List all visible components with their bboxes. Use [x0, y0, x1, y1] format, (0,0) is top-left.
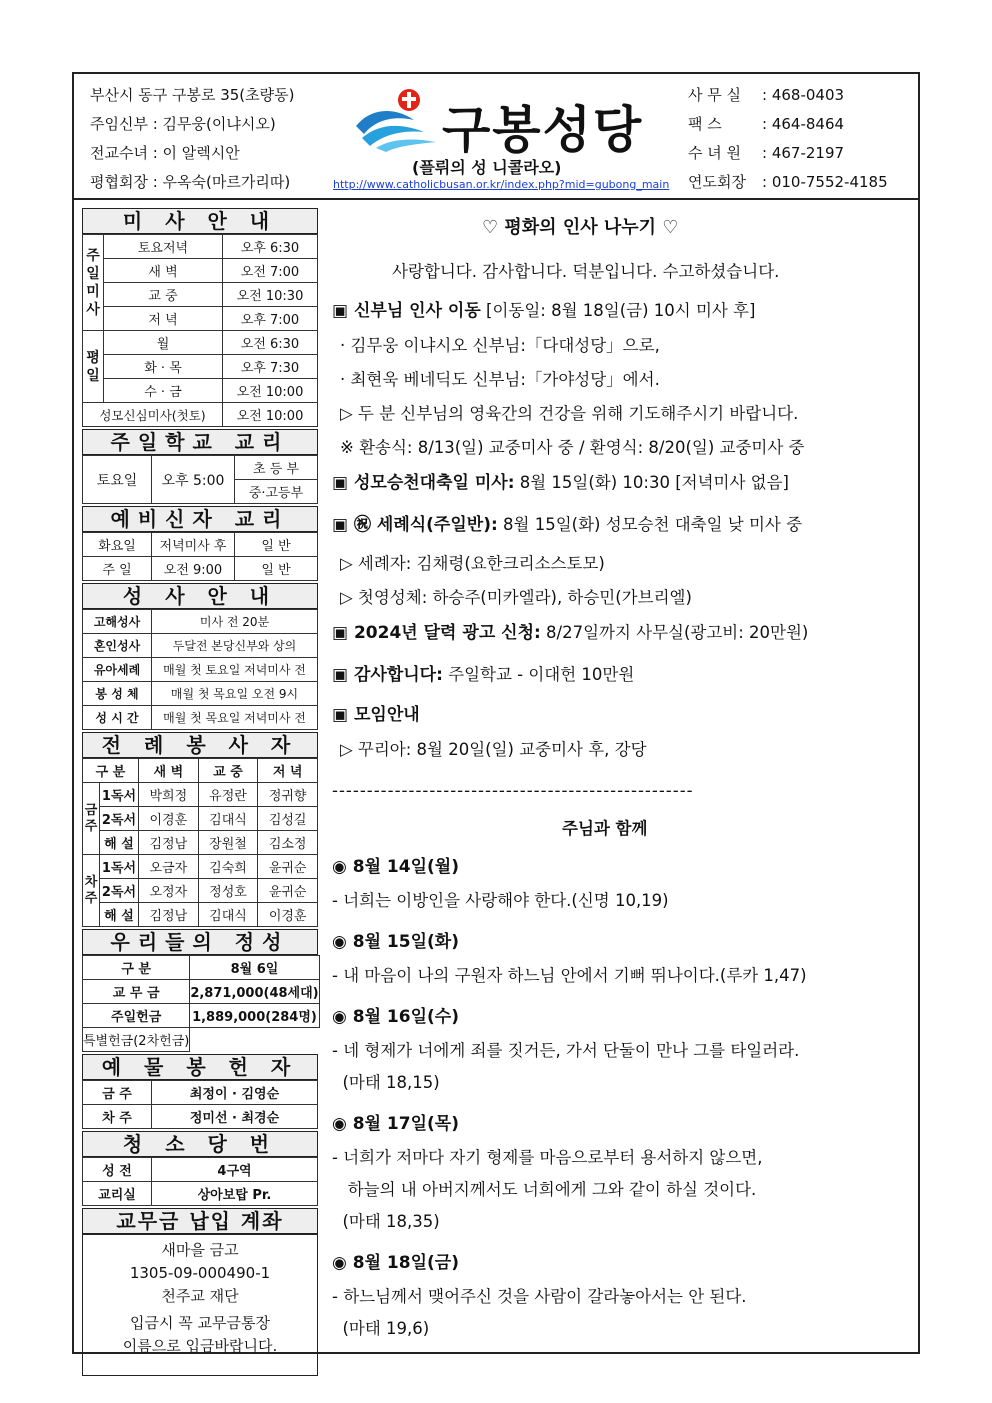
sacrament-time: 미사 전 20분 — [152, 610, 318, 634]
cleaning-table — [82, 1157, 318, 1206]
table-row — [83, 283, 318, 307]
cleaning-title: 청 소 당 번 — [82, 1131, 318, 1157]
parish-subtitle: (플뤼의 성 니콜라오) — [412, 158, 562, 177]
offering-value: 1,889,000(284명) — [190, 1004, 319, 1028]
offering-table — [82, 955, 320, 1052]
news-line: ▷ 두 분 신부님의 영육간의 건강을 위해 기도해주시기 바랍니다. — [340, 404, 799, 423]
news-detail: 8월 15일(화) 10:30 [저녁미사 없음] — [514, 473, 789, 492]
cleaning-place: 성 전 — [83, 1158, 152, 1182]
servers-table — [82, 758, 318, 927]
server-name: 오정자 — [139, 879, 199, 903]
table-row — [83, 831, 318, 855]
sunday-school-day: 토요일 — [83, 456, 152, 504]
news-head: ▣ 감사합니다: — [332, 665, 443, 685]
server-name: 김숙희 — [198, 855, 258, 879]
contact-label: 수 녀 원 — [688, 144, 742, 162]
sacrament-name: 고해성사 — [83, 610, 152, 634]
table-row — [83, 706, 318, 730]
news-line: · 최현욱 베네딕도 신부님:「가야성당」에서. — [340, 370, 660, 389]
contact-row — [688, 171, 888, 192]
news-item — [332, 510, 802, 535]
mass-time: 오후 7:00 — [223, 307, 318, 331]
gift-week: 차 주 — [83, 1105, 152, 1129]
server-name: 오금자 — [139, 855, 199, 879]
cat-time: 저녁미사 후 — [152, 533, 235, 557]
servers-header: 저 녁 — [258, 759, 318, 783]
mass-name: 새 벽 — [104, 259, 223, 283]
cleaning-team: 4구역 — [152, 1158, 318, 1182]
table-row — [83, 1081, 318, 1105]
address: 부산시 동구 구봉로 35(초량동) — [90, 86, 295, 104]
contact-row — [688, 113, 844, 134]
account-line: 입금시 꼭 교무금통장 — [130, 1314, 270, 1332]
server-name: 김대식 — [198, 903, 258, 927]
servers-role: 1독서 — [100, 855, 139, 879]
table-row — [83, 259, 318, 283]
day-heading: ◉ 8월 18일(금) — [332, 1253, 459, 1273]
gift-names: 정미선 · 최경순 — [152, 1105, 318, 1129]
mass-table — [82, 234, 318, 427]
offering-label: 구 분 — [83, 956, 190, 980]
news-item — [332, 296, 755, 321]
table-row — [83, 879, 318, 903]
table-row — [83, 533, 318, 557]
contact-label: 팩 스 — [688, 115, 722, 133]
mass-time: 오전 10:00 — [223, 379, 318, 403]
table-row — [83, 1182, 318, 1206]
catechumen-table — [82, 532, 318, 581]
first-saturday-label: 성모신심미사(첫토) — [83, 403, 223, 427]
peace-line: 사랑합니다. 감사합니다. 덕분입니다. 수고하셨습니다. — [392, 262, 780, 281]
servers-header: 구 분 — [83, 759, 139, 783]
table-row — [83, 980, 320, 1004]
mass-title: 미 사 안 내 — [82, 208, 318, 234]
sacrament-table — [82, 609, 318, 730]
mass-time: 오전 7:00 — [223, 259, 318, 283]
table-row — [83, 1028, 320, 1052]
gift-week: 금 주 — [83, 1081, 152, 1105]
table-row — [83, 557, 318, 581]
news-item — [332, 660, 634, 685]
news-detail: 8월 15일(화) 성모승천 대축일 낮 미사 중 — [497, 515, 803, 534]
mass-name: 월 — [104, 331, 223, 355]
peace-title: ♡ 평화의 인사 나누기 ♡ — [482, 217, 679, 238]
offering-title: 우리들의 정성 — [82, 929, 318, 955]
server-name: 김정남 — [139, 831, 199, 855]
cleaning-place: 교리실 — [83, 1182, 152, 1206]
contact-value: : 010-7552-4185 — [762, 173, 888, 191]
cat-group: 일 반 — [235, 557, 318, 581]
table-row — [83, 379, 318, 403]
news-head: ▣ 2024년 달력 광고 신청: — [332, 623, 541, 643]
servers-role: 해 설 — [100, 831, 139, 855]
mass-time: 오후 7:30 — [223, 355, 318, 379]
contact-label: 사 무 실 — [688, 86, 742, 104]
offering-value: 8월 6일 — [190, 956, 319, 980]
account-line: 천주교 재단 — [161, 1287, 239, 1305]
day-heading: ◉ 8월 14일(월) — [332, 857, 459, 877]
server-name: 이경훈 — [139, 807, 199, 831]
weekday-mass-label: 평일 — [83, 331, 104, 403]
contact-value: : 468-0403 — [762, 86, 845, 104]
table-row — [83, 1004, 320, 1028]
day-verse: - 너희가 저마다 자기 형제를 마음으로부터 용서하지 않으면, — [332, 1148, 763, 1167]
news-detail: [이동일: 8월 18일(금) 10시 미사 후] — [480, 301, 756, 320]
day-verse: 하늘의 내 아버지께서도 너희에게 그와 같이 하실 것이다. — [332, 1180, 757, 1199]
day-verse: (마태 18,35) — [332, 1212, 440, 1231]
offering-label: 주일헌금 — [83, 1004, 190, 1028]
sacrament-title: 성 사 안 내 — [82, 583, 318, 609]
council-president: 평협회장 : 우옥숙(마르가리따) — [90, 173, 291, 191]
divider-dashes: ---------------------------------------------------- — [332, 781, 694, 800]
server-name: 유정란 — [198, 783, 258, 807]
gift-title: 예 물 봉 헌 자 — [82, 1054, 318, 1080]
servers-header: 교 중 — [198, 759, 258, 783]
news-line: · 김무웅 이냐시오 신부님:「다대성당」으로, — [340, 336, 660, 355]
parish-logo-icon — [352, 86, 442, 152]
mass-name: 토요저녁 — [104, 235, 223, 259]
pastor: 주임신부 : 김무웅(이냐시오) — [90, 115, 276, 133]
day-verse: (마태 18,15) — [332, 1073, 440, 1092]
sunday-school-title: 주일학교 교리 — [82, 429, 318, 455]
middle-high-label: 중·고등부 — [235, 480, 318, 504]
day-verse: - 하느님께서 맺어주신 것을 사람이 갈라놓아서는 안 된다. — [332, 1287, 747, 1306]
cleaning-team: 상아보탑 Pr. — [152, 1182, 318, 1206]
day-heading: ◉ 8월 17일(목) — [332, 1114, 459, 1134]
account-line: 1305-09-000490-1 — [129, 1264, 271, 1282]
table-row — [83, 956, 320, 980]
offering-label: 특별헌금(2차헌금) — [83, 1028, 190, 1052]
table-row — [83, 331, 318, 355]
table-row — [83, 903, 318, 927]
elementary-label: 초 등 부 — [235, 456, 318, 480]
nun: 전교수녀 : 이 알렉시안 — [90, 144, 240, 162]
sunday-mass-label: 주일미사 — [83, 235, 104, 331]
servers-role: 해 설 — [100, 903, 139, 927]
servers-role: 2독서 — [100, 879, 139, 903]
gift-names: 최정이 · 김영순 — [152, 1081, 318, 1105]
news-head: ▣ 모임안내 — [332, 705, 420, 725]
sacrament-name: 성 시 간 — [83, 706, 152, 730]
servers-week-label: 차주 — [83, 855, 100, 927]
table-row — [83, 855, 318, 879]
mass-time: 오전 10:00 — [223, 403, 318, 427]
account-box — [82, 1234, 318, 1376]
contact-label: 연도회장 — [688, 173, 746, 191]
table-row — [83, 682, 318, 706]
news-line: ▷ 꾸리아: 8월 20일(일) 교중미사 후, 강당 — [340, 740, 647, 759]
sacrament-time: 매월 첫 목요일 오전 9시 — [152, 682, 318, 706]
news-detail: 주일학교 - 이대헌 10만원 — [442, 665, 635, 684]
sunday-school-table — [82, 455, 318, 504]
sunday-school-time: 오후 5:00 — [152, 456, 235, 504]
parish-title: 구봉성당 — [442, 101, 644, 159]
server-name: 김정남 — [139, 903, 199, 927]
table-row — [83, 235, 318, 259]
news-line: ※ 환송식: 8/13(일) 교중미사 중 / 환영식: 8/20(일) 교중미사 중 — [340, 438, 805, 457]
servers-role: 2독서 — [100, 807, 139, 831]
account-line: 이름으로 입금바랍니다. — [122, 1337, 278, 1355]
table-row — [83, 807, 318, 831]
servers-header: 새 벽 — [139, 759, 199, 783]
day-verse: - 네 형제가 너에게 죄를 짓거든, 가서 단둘이 만나 그를 타일러라. — [332, 1041, 800, 1060]
table-row — [83, 1105, 318, 1129]
news-head: ▣ 성모승천대축일 미사: — [332, 473, 515, 493]
sacrament-name: 혼인성사 — [83, 634, 152, 658]
header-divider — [72, 198, 920, 200]
cat-day: 화요일 — [83, 533, 152, 557]
with-lord-title: 주님과 함께 — [562, 819, 648, 838]
sacrament-time: 두달전 본당신부와 상의 — [152, 634, 318, 658]
day-heading: ◉ 8월 15일(화) — [332, 932, 459, 952]
mass-name: 저 녁 — [104, 307, 223, 331]
server-name: 윤귀순 — [258, 855, 318, 879]
news-line: ▷ 세례자: 김채령(요한크리소스토모) — [340, 554, 605, 573]
mass-time: 오전 6:30 — [223, 331, 318, 355]
gift-table — [82, 1080, 318, 1129]
table-row — [83, 403, 318, 427]
cat-group: 일 반 — [235, 533, 318, 557]
contact-row — [688, 142, 844, 163]
left-column — [82, 208, 318, 1376]
server-name: 이경훈 — [258, 903, 318, 927]
news-head: ▣ 신부님 인사 이동 — [332, 301, 481, 321]
offering-value: 2,871,000(48세대) — [190, 980, 319, 1004]
table-row — [83, 783, 318, 807]
mass-name: 교 중 — [104, 283, 223, 307]
mass-name: 수 · 금 — [104, 379, 223, 403]
contact-value: : 467-2197 — [762, 144, 845, 162]
table-row — [83, 634, 318, 658]
servers-role: 1독서 — [100, 783, 139, 807]
servers-week-label: 금주 — [83, 783, 100, 855]
contact-value: : 464-8464 — [762, 115, 845, 133]
sacrament-time: 매월 첫 목요일 저녁미사 전 — [152, 706, 318, 730]
sacrament-time: 매월 첫 토요일 저녁미사 전 — [152, 658, 318, 682]
table-row — [83, 759, 318, 783]
server-name: 윤귀순 — [258, 879, 318, 903]
catechumen-title: 예비신자 교리 — [82, 506, 318, 532]
news-item — [332, 700, 420, 725]
table-row — [83, 610, 318, 634]
server-name: 정성호 — [198, 879, 258, 903]
news-line: ▷ 첫영성체: 하승주(미카엘라), 하승민(가브리엘) — [340, 588, 692, 607]
server-name: 정귀향 — [258, 783, 318, 807]
table-row — [83, 658, 318, 682]
offering-label: 교 무 금 — [83, 980, 190, 1004]
mass-time: 오후 6:30 — [223, 235, 318, 259]
table-row — [83, 355, 318, 379]
day-heading: ◉ 8월 16일(수) — [332, 1007, 459, 1027]
cat-day: 주 일 — [83, 557, 152, 581]
news-detail: 8/27일까지 사무실(광고비: 20만원) — [540, 623, 809, 642]
table-row — [83, 307, 318, 331]
contact-row — [688, 84, 844, 105]
server-name: 장원철 — [198, 831, 258, 855]
account-title: 교무금 납입 계좌 — [82, 1208, 318, 1234]
mass-time: 오전 10:30 — [223, 283, 318, 307]
mass-name: 화 · 목 — [104, 355, 223, 379]
account-line: 새마을 금고 — [161, 1241, 239, 1259]
server-name: 김소정 — [258, 831, 318, 855]
offering-value — [190, 1028, 319, 1052]
news-item — [332, 618, 808, 643]
day-verse: - 내 마음이 나의 구원자 하느님 안에서 기뻐 뛰나이다.(루카 1,47) — [332, 966, 807, 985]
sacrament-name: 유아세례 — [83, 658, 152, 682]
cat-time: 오전 9:00 — [152, 557, 235, 581]
sacrament-name: 봉 성 체 — [83, 682, 152, 706]
day-verse: (마태 19,6) — [332, 1319, 430, 1338]
server-name: 김성길 — [258, 807, 318, 831]
table-row — [83, 1158, 318, 1182]
news-item — [332, 468, 789, 493]
news-head: ▣ ㊗ 세례식(주일반): — [332, 515, 498, 535]
servers-title: 전 례 봉 사 자 — [82, 732, 318, 758]
day-verse: - 너희는 이방인을 사랑해야 한다.(신명 10,19) — [332, 891, 669, 910]
server-name: 김대식 — [198, 807, 258, 831]
website-link[interactable]: http://www.catholicbusan.or.kr/index.php?mid=gubong_main — [333, 178, 670, 191]
server-name: 박희정 — [139, 783, 199, 807]
